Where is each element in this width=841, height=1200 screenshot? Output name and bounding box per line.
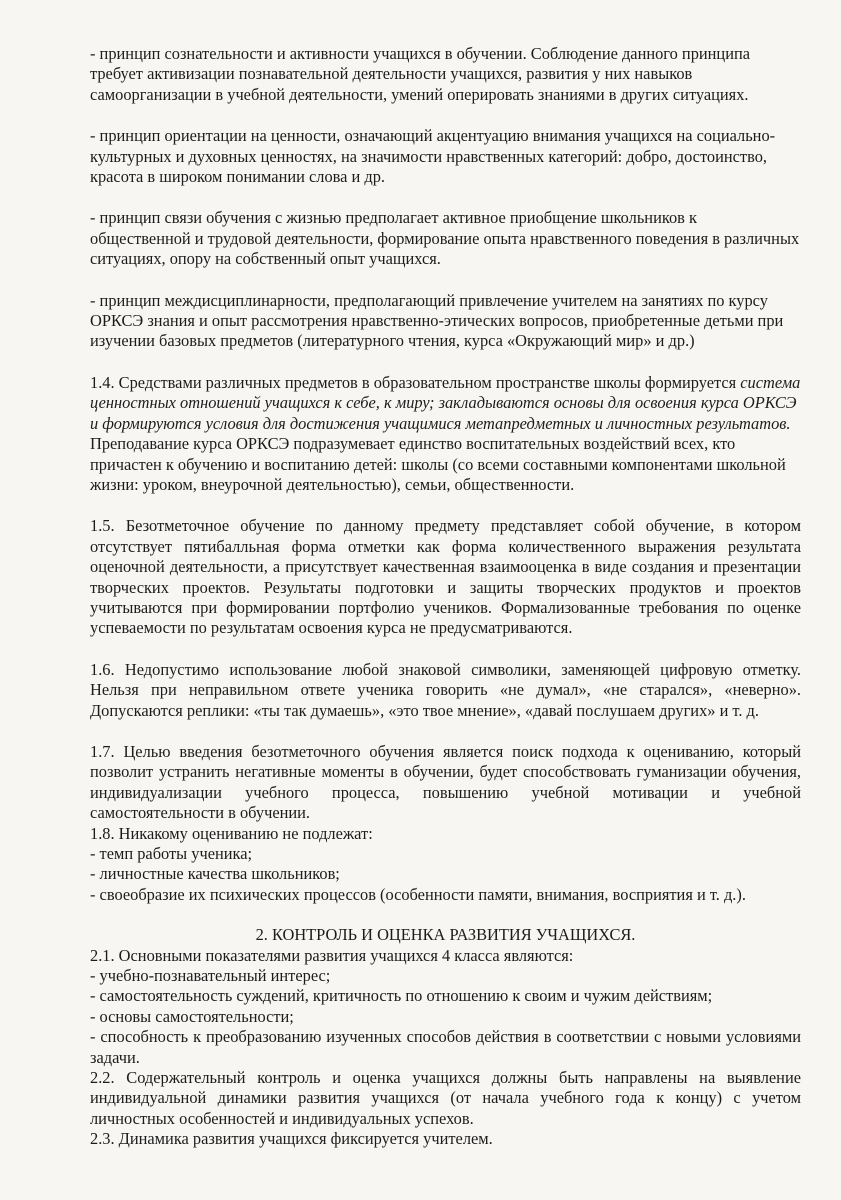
list-item: - основы самостоятельности; (90, 1006, 294, 1026)
principle-consciousness: - принцип сознательности и активности учащихся в обучении. Соблюдение данного принципа требует активизации познавательной деятельности учащихся, развития у них навыков самоорганизации в учебной деятельности, умений оперировать знаниями в других ситуациях. (90, 44, 751, 104)
principle-interdisciplinarity: - принцип междисциплинарности, предполагающий привлечение учителем на занятиях по курсу ОРКСЭ знания и опыт рассмотрения нравственно-этических вопросов, приобретенные детьми при изучении базовых предметов (литературного чтения, курса «Окружающий мир» и др.) (90, 290, 784, 351)
list-item: - учебно-познавательный интерес; (90, 966, 331, 986)
list-item: - самостоятельность суждений, критичность по отношению к своим и чужим действиям; (90, 986, 713, 1006)
principle-life-connection: - принцип связи обучения с жизнью предполагает активное приобщение школьников к общественной и трудовой деятельности, формирование опыта нравственного поведения в различных ситуациях, опору на собственный опыт учащихся. (90, 208, 800, 269)
principle-values: - принцип ориентации на ценности, означающий акцентуацию внимания учащихся на социально-культурных и духовных ценностях, на значимости нравственных категорий: добро, достоинство, красота в широком понимании слова и др. (90, 126, 776, 187)
list-item: - своеобразие их психических процессов (особенности памяти, внимания, восприятия и т. д.). (90, 884, 746, 904)
list-item: - способность к преобразованию изученных способов действия в соответствии с новыми условиями задачи. (90, 1027, 801, 1067)
paragraph-1-6: 1.6. Недопустимо использование любой знаковой символики, заменяющей цифровую отметку. Нельзя при неправильном ответе ученика говорить «не думал», «не старался», «неверно». Допускаются реплики: «ты так думаешь», «это твое мнение», «давай послушаем других» и т. д. (90, 659, 801, 720)
paragraph-1-4-lead: 1.4. Средствами различных предметов в образовательном пространстве школы формируется (90, 372, 741, 392)
paragraph-2-2: 2.2. Содержательный контроль и оценка учащихся должны быть направлены на выявление индивидуальной динамики развития учащихся (от начала учебного года к концу) с учетом личностных особенностей и индивидуальных успехов. (90, 1068, 801, 1128)
paragraph-2-3: 2.3. Динамика развития учащихся фиксируется учителем. (90, 1129, 493, 1149)
list-item: - личностные качества школьников; (90, 864, 340, 884)
paragraph-1-4-italic: система ценностных отношений учащихся к себе, к миру; закладываются основы для освоения курса ОРКСЭ и формируются условия для достижения учащимися метапредметных и личностных результатов. (90, 372, 801, 433)
paragraph-1-7: 1.7. Целью введения безотметочного обучения является поиск подхода к оцениванию, который позволит устранить негативные моменты в обучении, будет способствовать гуманизации обучения, индивидуализации учебного процесса, повышению учебной мотивации и учебной самостоятельности в обучении. (90, 741, 801, 823)
section-2-heading: 2. КОНТРОЛЬ И ОЦЕНКА РАЗВИТИЯ УЧАЩИХСЯ. (255, 925, 636, 945)
list-item: - темп работы ученика; (90, 844, 253, 863)
paragraph-2-1 (90, 946, 801, 1068)
paragraph-1-4 (90, 373, 801, 495)
paragraph-2-1-title: 2.1. Основными показателями развития учащихся 4 класса являются: (90, 945, 574, 965)
paragraph-1-4-rest: Преподавание курса ОРКСЭ подразумевает единство воспитательных воздействий всех, кто причастен к обучению и воспитанию детей: школы (со всеми составными компонентами школьной жизни: уроком, внеурочной деятельностью), семьи, общественности. (90, 434, 786, 494)
paragraph-1-8-title: 1.8. Никакому оцениванию не подлежат: (90, 823, 373, 843)
paragraph-1-8 (90, 824, 801, 906)
paragraph-1-5: 1.5. Безотметочное обучение по данному предмету представляет собой обучение, в котором отсутствует пятибалльная форма отметки как форма количественного выражения результата оценочной деятельности, а присутствует качественная взаимооценка в виде создания и презентации творческих проектов. Результаты подготовки и защиты творческих продуктов и проектов учитываются при формировании портфолио учеников. Формализованные требования по оценке успеваемости по результатам освоения курса не предусматриваются. (90, 516, 801, 638)
